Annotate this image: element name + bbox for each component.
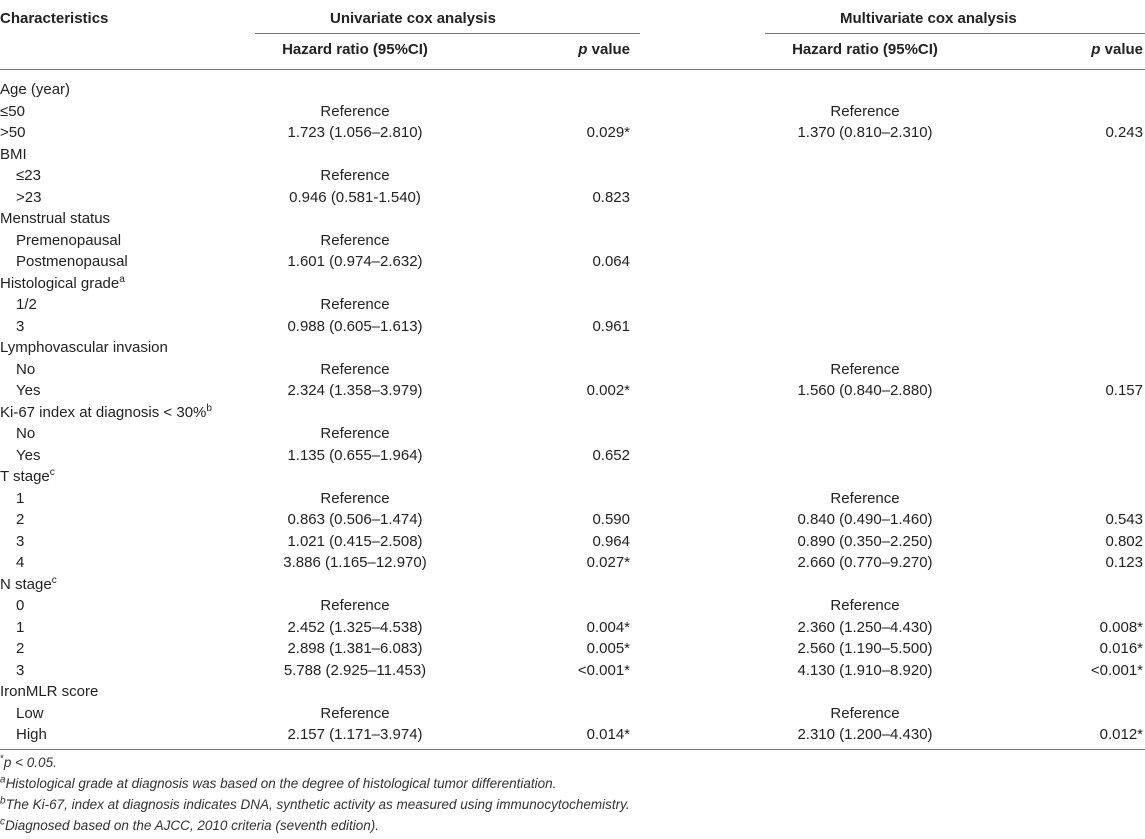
univariate-hazard-ratio: 0.946 (0.581-1.540) [289,188,421,206]
footnote-marker: c [51,574,57,586]
row-label-text: BMI [0,145,27,163]
row-label [16,359,35,381]
row-label-text: 1/2 [16,296,37,313]
row-label [16,251,128,273]
row-label-text: Low [16,704,44,722]
table-row [0,187,1145,209]
row-label [16,638,24,660]
table-row [0,681,1145,703]
footnote-marker: a [119,273,125,285]
footnote-marker: c [49,467,55,478]
row-label-text: IronMLR score [0,683,99,700]
header-univariate: Univariate cox analysis [330,10,496,27]
row-label [0,101,25,123]
univariate-hazard-ratio: 2.157 (1.171–3.974) [287,726,423,743]
header-multivariate-hr: Hazard ratio (95%CI) [792,41,938,58]
univariate-hazard-ratio: Reference [320,489,390,507]
footnote-text: The Ki-67, index at diagnosis indicates DNA, synthetic activity as measured using immunocytochemistry. [5,797,630,813]
univariate-hazard-ratio: 0.988 (0.605–1.613) [287,317,423,335]
univariate-hazard-ratio: 1.021 (0.415–2.508) [287,532,423,550]
row-label [16,187,41,209]
table-row [0,595,1145,617]
row-label [16,660,24,682]
p-italic: p [1091,41,1101,58]
table-row [0,703,1145,725]
table-row [0,552,1145,574]
multivariate-p-value: 0.543 [1105,511,1143,528]
row-label [16,617,24,639]
row-label-text: N stage [0,575,52,593]
row-label-text: ≤23 [16,167,41,184]
multivariate-hazard-ratio: 0.890 (0.350–2.250) [797,532,933,550]
multivariate-hazard-ratio: 2.310 (1.200–4.430) [797,726,933,743]
p-rest: value [587,41,630,58]
multivariate-p-value: 0.243 [1105,124,1143,141]
univariate-hazard-ratio: 2.898 (1.381–6.083) [287,640,423,657]
row-label-text: 0 [16,597,25,614]
univariate-p-value: 0.961 [592,317,630,335]
univariate-p-value: 0.004* [586,618,630,636]
row-label [16,294,37,316]
row-label [0,144,27,166]
row-label-text: Yes [16,382,41,399]
row-label [16,595,24,617]
row-label [16,423,35,445]
univariate-p-value: 0.064 [592,253,630,270]
table-row [0,402,1145,424]
multivariate-hazard-ratio: 0.840 (0.490–1.460) [797,511,933,528]
table-bottom-rule [0,749,1145,750]
univariate-hazard-ratio: 3.886 (1.165–12.970) [283,554,427,571]
multivariate-p-value: 0.157 [1105,382,1143,399]
row-label [0,208,110,230]
multivariate-hazard-ratio: Reference [830,102,900,120]
footnote-mark: a [0,774,6,786]
row-label-text: Age (year) [0,81,71,98]
row-label [0,337,168,359]
univariate-p-value: 0.029* [586,124,630,141]
table-row [0,337,1145,359]
table-row [0,165,1145,187]
row-label [16,488,24,510]
row-label-text: Yes [16,446,41,464]
footnote-mark: c [0,816,5,828]
row-label-text: High [16,726,47,743]
univariate-hazard-ratio: 1.723 (1.056–2.810) [287,124,423,141]
table-row [0,445,1145,467]
table-row [0,359,1145,381]
header-row-2 [0,39,1145,61]
table-row [0,531,1145,553]
row-label-text: T stage [0,468,50,485]
footnote-mark: b [0,795,6,807]
multivariate-hazard-ratio: Reference [830,597,900,614]
multivariate-hazard-ratio: Reference [830,360,900,378]
row-label-text: 2 [16,511,25,528]
row-label-text: Ki-67 index at diagnosis < 30% [0,403,207,421]
row-label-text: >50 [0,124,26,141]
univariate-hazard-ratio: Reference [320,597,390,614]
table-row [0,251,1145,273]
row-label [0,402,212,424]
row-label [0,79,70,101]
univariate-hazard-ratio: Reference [320,231,390,249]
header-univariate-p [480,39,630,61]
univariate-hazard-ratio: 1.601 (0.974–2.632) [287,253,423,270]
multivariate-hazard-ratio: 1.560 (0.840–2.880) [797,382,933,399]
table-row [0,122,1145,144]
row-label-text: Postmenopausal [16,253,128,270]
row-label [16,230,121,252]
univariate-p-value: 0.823 [592,188,630,206]
multivariate-hazard-ratio: Reference [830,489,900,507]
row-label [0,273,125,295]
multivariate-p-value: 0.016* [1099,640,1143,657]
row-label-text: Histological grade [0,274,120,292]
row-label [16,552,24,574]
p-rest: value [1100,41,1143,58]
header-multivariate: Multivariate cox analysis [840,10,1017,27]
multivariate-hazard-ratio: 2.560 (1.190–5.500) [797,640,933,657]
row-label [16,531,24,553]
row-label [16,316,24,338]
table-row [0,724,1145,746]
footnote-text: Diagnosed based on the AJCC, 2010 criteria (seventh edition). [5,818,379,834]
p-italic: p [578,41,588,58]
table-row [0,208,1145,230]
multivariate-p-value: 0.008* [1099,618,1143,636]
univariate-p-value: 0.590 [592,511,630,528]
multivariate-hazard-ratio: 1.370 (0.810–2.310) [797,124,933,141]
univariate-hazard-ratio: Reference [320,425,390,442]
row-label-text: Menstrual status [0,210,111,227]
table-row [0,294,1145,316]
multivariate-underline [765,33,1145,34]
row-label [16,165,41,187]
footnote [0,776,556,791]
table-row [0,230,1145,252]
univariate-p-value: 0.964 [592,532,630,550]
footnote [0,797,630,812]
row-label-text: 3 [16,661,25,679]
table-row [0,488,1145,510]
univariate-p-value: 0.652 [592,446,630,464]
multivariate-p-value: <0.001* [1090,661,1143,679]
univariate-hazard-ratio: 2.452 (1.325–4.538) [287,618,423,636]
table-row [0,660,1145,682]
header-multivariate-p [990,39,1143,61]
footnote-text: p < 0.05. [3,754,57,770]
row-label-text: ≤50 [0,102,25,120]
row-label [16,703,44,725]
row-label [16,380,40,402]
header-univariate-hr: Hazard ratio (95%CI) [282,41,428,58]
multivariate-p-value: 0.802 [1105,532,1143,550]
multivariate-hazard-ratio: Reference [830,704,900,722]
univariate-p-value: 0.014* [586,726,630,743]
row-label [16,724,47,746]
row-label-text: 4 [16,554,25,571]
univariate-hazard-ratio: Reference [320,296,390,313]
row-label-text: Premenopausal [16,231,122,249]
univariate-hazard-ratio: 1.135 (0.655–1.964) [287,446,423,464]
table-row [0,509,1145,531]
row-label-text: 3 [16,532,25,550]
table-row [0,273,1145,295]
row-label [0,574,57,596]
footnote-marker: b [206,402,212,414]
row-label-text: 1 [16,489,25,507]
univariate-hazard-ratio: 0.863 (0.506–1.474) [287,511,423,528]
row-label [0,122,25,144]
table-row [0,101,1145,123]
multivariate-hazard-ratio: 2.660 (0.770–9.270) [797,554,933,571]
table-row [0,617,1145,639]
univariate-hazard-ratio: Reference [320,360,390,378]
table-row [0,574,1145,596]
table-row [0,79,1145,101]
header-bottom-rule [0,69,1145,70]
row-label-text: No [16,360,36,378]
multivariate-hazard-ratio: 2.360 (1.250–4.430) [797,618,933,636]
table-row [0,638,1145,660]
table-row [0,316,1145,338]
multivariate-hazard-ratio: 4.130 (1.910–8.920) [797,661,933,679]
row-label [16,509,24,531]
univariate-hazard-ratio: Reference [320,704,390,722]
footnote [0,818,379,833]
univariate-hazard-ratio: 2.324 (1.358–3.979) [287,382,423,399]
footnote [0,755,57,770]
row-label-text: 2 [16,640,25,657]
univariate-p-value: 0.002* [586,382,630,399]
univariate-p-value: <0.001* [577,661,630,679]
table-row [0,423,1145,445]
univariate-p-value: 0.027* [586,554,630,571]
univariate-hazard-ratio: Reference [320,167,390,184]
row-label-text: 3 [16,317,25,335]
row-label-text: Lymphovascular invasion [0,339,168,356]
header-row-1 [0,8,1145,30]
row-label [0,681,98,703]
header-characteristics: Characteristics [0,10,109,27]
row-label [0,466,55,488]
univariate-hazard-ratio: 5.788 (2.925–11.453) [283,661,427,679]
row-label-text: >23 [16,188,42,206]
table-row [0,144,1145,166]
multivariate-p-value: 0.123 [1105,554,1143,571]
table-row [0,380,1145,402]
multivariate-p-value: 0.012* [1099,726,1143,743]
row-label [16,445,40,467]
row-label-text: No [16,425,36,442]
univariate-hazard-ratio: Reference [320,102,390,120]
footnote-text: Histological grade at diagnosis was based on the degree of histological tumor differentiation. [5,775,557,791]
univariate-p-value: 0.005* [586,640,630,657]
table-row [0,466,1145,488]
row-label-text: 1 [16,618,25,636]
footnote-mark: * [0,753,4,764]
univariate-underline [255,33,640,34]
